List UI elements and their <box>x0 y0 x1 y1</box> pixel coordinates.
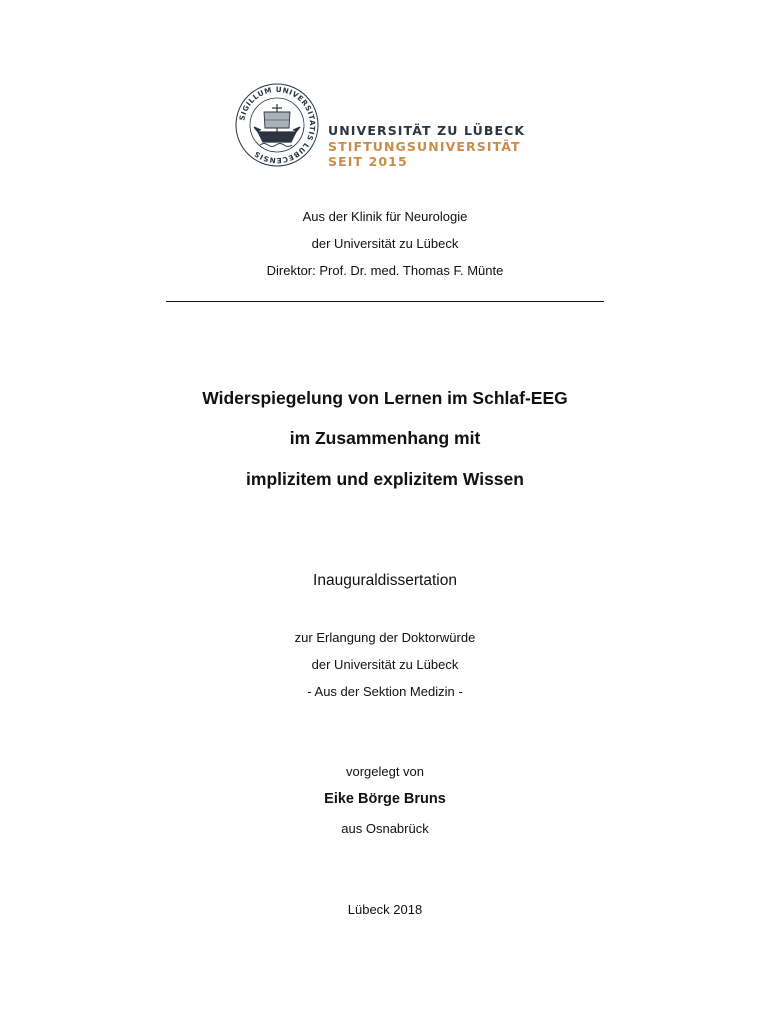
dissertation-purpose: zur Erlangung der Doktorwürde <box>294 630 476 645</box>
submitted-by: vorgelegt von <box>345 764 425 779</box>
foundation-label: STIFTUNGSUNIVERSITÄT <box>328 138 521 154</box>
title-line-3: implizitem und explizitem Wissen <box>246 469 524 489</box>
university-name: UNIVERSITÄT ZU LÜBECK <box>328 123 526 138</box>
header-divider <box>166 301 604 302</box>
clinic-line: Aus der Klinik für Neurologie <box>302 209 468 224</box>
author-origin: aus Osnabrück <box>341 821 429 836</box>
university-seal-icon <box>234 82 320 168</box>
director-line: Direktor: Prof. Dr. med. Thomas F. Münte <box>266 263 504 278</box>
university-logo <box>234 82 544 174</box>
title-line-2: im Zusammenhang mit <box>289 428 481 448</box>
dissertation-type: Inauguraldissertation <box>313 572 457 589</box>
place-year: Lübeck 2018 <box>347 902 423 917</box>
seal-text: SIGILLUM UNIVERSITATIS LUBECENSIS <box>237 84 318 166</box>
dissertation-university: der Universität zu Lübeck <box>311 657 459 672</box>
author-name: Eike Börge Bruns <box>324 791 446 807</box>
since-label: SEIT 2015 <box>328 154 408 169</box>
title-line-1: Widerspiegelung von Lernen im Schlaf-EEG <box>202 388 568 408</box>
university-line: der Universität zu Lübeck <box>311 236 459 251</box>
dissertation-section: - Aus der Sektion Medizin - <box>307 684 463 699</box>
